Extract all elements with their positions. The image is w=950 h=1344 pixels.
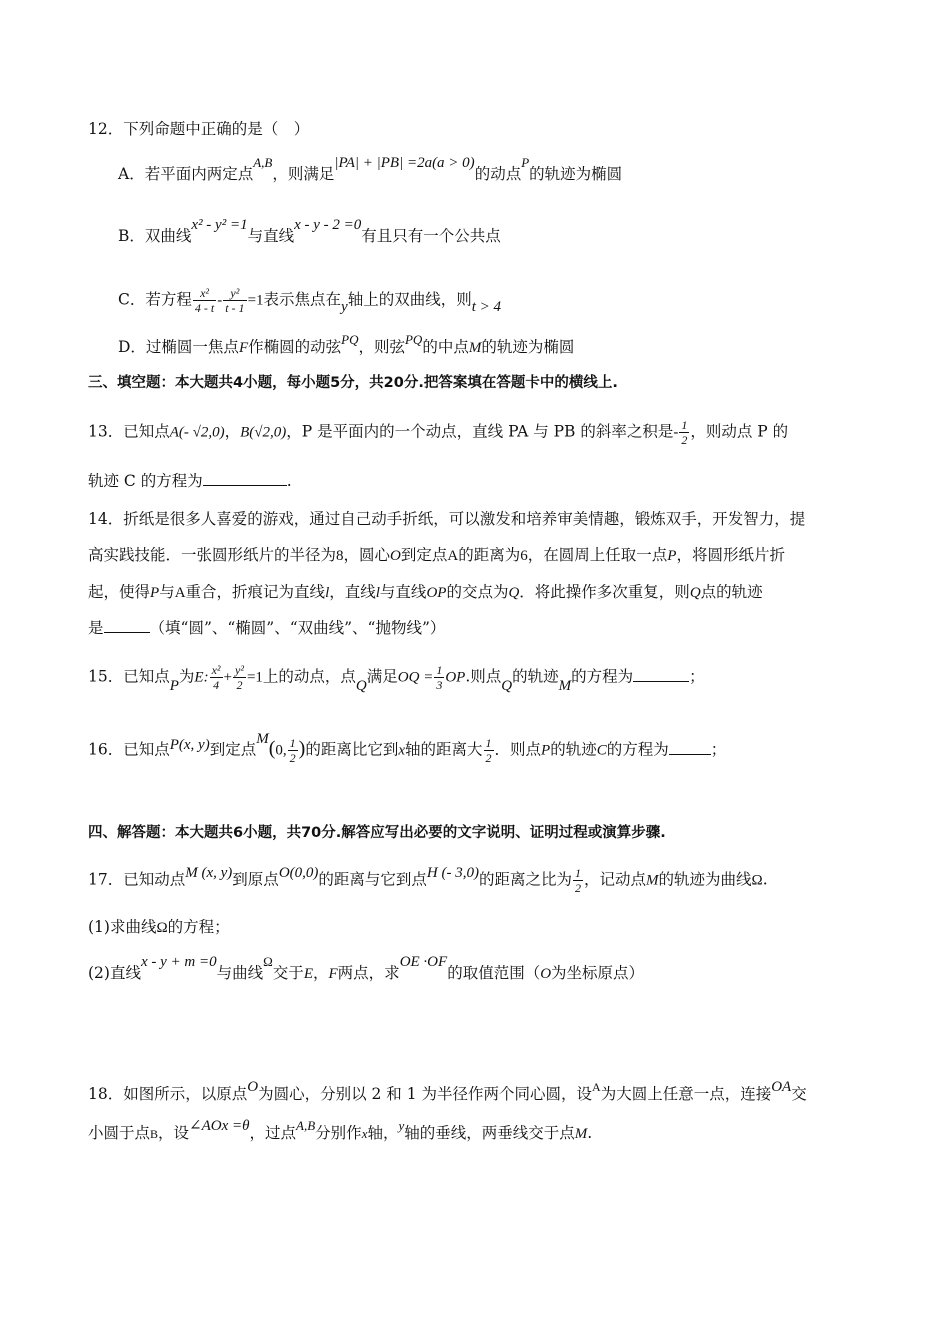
q16-line: 16．已知点P(x, y)到定点M(0, $\frac{1}{2}$ )的距离比它到x轴的距离大 $\frac{1}{2}$ ．则点P的轨迹C的方程为 ； (88, 730, 727, 765)
q12-option-b: B．双曲线x² - y² =1与直线x - y - 2 =0有且只有一个公共点 (118, 217, 501, 245)
q13-line-2: 轨迹 C 的方程为 . (88, 472, 292, 490)
q14-line-2: 高实践技能．一张圆形纸片的半径为8，圆心O到定点A的距离为6，在圆周上任取一点P，将圆形纸片折 (88, 546, 785, 564)
section-3-heading: 三、填空题：本大题共4小题，每小题5分，共20分.把答案填在答题卡中的横线上. (88, 375, 618, 391)
section-4-heading: 四、解答题：本大题共6小题，共70分.解答应写出必要的文字说明、证明过程或演算步骤. (88, 825, 666, 841)
fraction: $\frac{\text{y²}}{2}$ (235, 663, 244, 692)
q18-line-2: 小圆于点B，设∠AOx =θ，过点$^{A,B}$分别作x轴，$^y$轴的垂线，两垂线交于点M. (88, 1118, 593, 1142)
q18-line-1: 18．如图所示，以原点O为圆心，分别以 2 和 1 为半径作两个同心圆，设$^A$为大圆上任意一点，连接OA交 (88, 1079, 807, 1103)
answer-blank[interactable] (203, 471, 287, 486)
q12-option-d: D．过椭圆一焦点F作椭圆的动弦$^{PQ}$，则弦$^{PQ}$的中点M的轨迹为椭圆 (118, 332, 575, 356)
q12-option-a: A．若平面内两定点$^{A,B}$，则满足|PA| + |PB| =2a(a > 0)的动点$^P$的轨迹为椭圆 (118, 155, 623, 183)
q13-line-1: 13．已知点A(- √2,0)，B(√2,0)，P 是平面内的一个动点，直线 PA 与 PB 的斜率之积是- $\frac{1}{2}$ ，则动点 P 的 (88, 418, 789, 447)
fraction: $\frac{\text{x²}}{4 - t}$ (194, 286, 215, 315)
q12-stem: 12．下列命题中正确的是（ ） (88, 120, 310, 138)
q14-line-4: 是 （填“圆”、“椭圆”、“双曲线”、“抛物线”） (88, 619, 446, 637)
answer-blank[interactable] (669, 740, 711, 755)
fraction: $\frac{\text{x²}}{4}$ (211, 663, 221, 692)
fraction-one-half: $\frac{1}{2}$ (575, 866, 581, 895)
q17-part-1: (1)求曲线Ω的方程； (88, 918, 230, 936)
q15-line: 15．已知点P为E: $\frac{\text{x²}}{4}$ + $\frac{\text{y²}}{2}$ =1上的动点，点Q满足OQ = $\frac{1}{3}$ OP.则点Q的轨迹M的方程为 ； (88, 663, 705, 694)
fraction-one-half: $\frac{1}{2}$ (289, 736, 296, 765)
q14-line-1: 14．折纸是很多人喜爱的游戏，通过自己动手折纸，可以激发和培养审美情趣，锻炼双手，开发智力，提 (88, 510, 806, 528)
q17-line: 17．已知动点M (x, y)到原点O(0,0)的距离与它到点H (- 3,0)的距离之比为 $\frac{1}{2}$ ，记动点M的轨迹为曲线Ω. (88, 864, 768, 895)
fraction: $\frac{\text{y²}}{t - 1}$ (225, 286, 245, 315)
fraction-one-half: $\frac{1}{2}$ (681, 418, 688, 447)
fraction-one-half: $\frac{1}{2}$ (485, 736, 492, 765)
answer-blank[interactable] (633, 667, 689, 682)
q12-option-c: C．若方程 $\frac{\text{x²}}{4 - t}$ - $\frac{\text{y²}}{t - 1}$ =1表示焦点在y轴上的双曲线，则t > 4 (118, 286, 502, 315)
answer-blank[interactable] (104, 618, 150, 633)
fraction-one-third: $\frac{1}{3}$ (436, 663, 443, 692)
q17-part-2: (2)直线x - y + m =0与曲线$^\Omega$交于E，F两点，求OE ·OF的取值范围（O为坐标原点） (88, 954, 645, 982)
q14-line-3: 起，使得P与A重合，折痕记为直线l，直线l与直线OP的交点为Q．将此操作多次重复，则Q点的轨迹 (88, 583, 763, 601)
